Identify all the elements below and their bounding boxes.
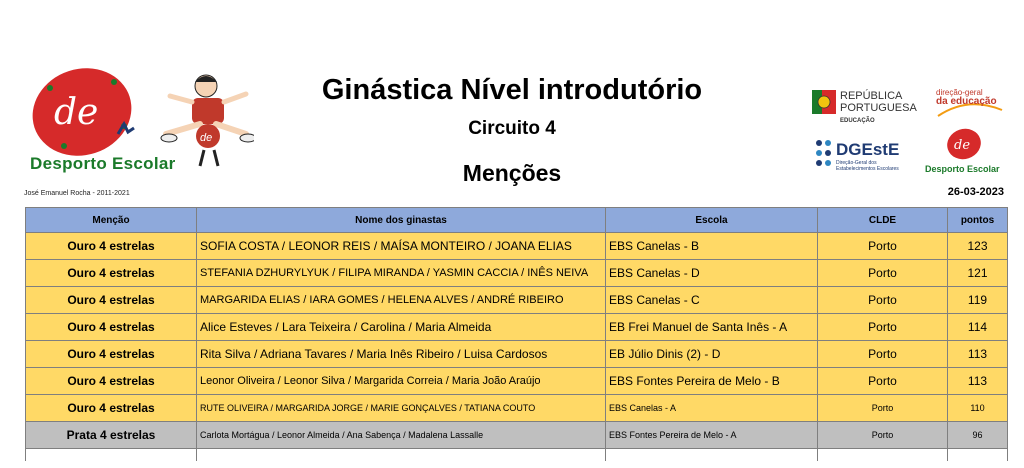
cell-clde: Porto — [818, 422, 948, 449]
desporto-escolar-small-text: Desporto Escolar — [925, 164, 1000, 174]
direcao-geral-text: direção-geral da educação — [936, 88, 997, 107]
table-row — [26, 314, 1008, 341]
cell-mencao: Ouro 4 estrelas — [26, 314, 197, 341]
header-escola: Escola — [606, 208, 818, 233]
empty-cell — [818, 449, 948, 462]
cell-nomes: MARGARIDA ELIAS / IARA GOMES / HELENA ALVES / ANDRÉ RIBEIRO — [197, 287, 606, 314]
dgeste-dots-icon — [814, 138, 834, 174]
empty-cell — [606, 449, 818, 462]
cell-escola: EBS Fontes Pereira de Melo - A — [606, 422, 818, 449]
cell-mencao: Ouro 4 estrelas — [26, 287, 197, 314]
section-title: Menções — [462, 160, 562, 186]
cell-clde: Porto — [818, 341, 948, 368]
table-row — [26, 260, 1008, 287]
cell-mencao: Prata 4 estrelas — [26, 422, 197, 449]
desporto-escolar-small-logo — [944, 124, 984, 164]
cell-nomes: Leonor Oliveira / Leonor Silva / Margarida Correia / Maria João Araújo — [197, 368, 606, 395]
header-mencao: Menção — [26, 208, 197, 233]
empty-cell — [197, 449, 606, 462]
cell-pontos: 113 — [948, 368, 1008, 395]
cell-nomes: Carlota Mortágua / Leonor Almeida / Ana Sabença / Madalena Lassalle — [197, 422, 606, 449]
cell-escola: EB Frei Manuel de Santa Inês - A — [606, 314, 818, 341]
cell-clde: Porto — [818, 395, 948, 422]
cell-clde: Porto — [818, 287, 948, 314]
cell-escola: EBS Canelas - C — [606, 287, 818, 314]
empty-cell — [26, 449, 197, 462]
cell-clde: Porto — [818, 260, 948, 287]
header-nomes: Nome dos ginastas — [197, 208, 606, 233]
cell-mencao: Ouro 4 estrelas — [26, 260, 197, 287]
table-row — [26, 341, 1008, 368]
cell-mencao: Ouro 4 estrelas — [26, 368, 197, 395]
cell-clde: Porto — [818, 314, 948, 341]
svg-text:de: de — [54, 92, 99, 133]
cell-nomes: Alice Esteves / Lara Teixeira / Carolina / Maria Almeida — [197, 314, 606, 341]
table-row — [26, 395, 1008, 422]
cell-pontos: 96 — [948, 422, 1008, 449]
page-title: Ginástica Nível introdutório — [321, 74, 703, 106]
results-table — [25, 207, 1008, 461]
cell-pontos: 121 — [948, 260, 1008, 287]
cell-mencao: Ouro 4 estrelas — [26, 233, 197, 260]
table-row — [26, 368, 1008, 395]
table-row-empty — [26, 449, 1008, 462]
desporto-escolar-text: Desporto Escolar — [30, 154, 176, 173]
cell-nomes: SOFIA COSTA / LEONOR REIS / MAÍSA MONTEIRO / JOANA ELIAS — [197, 233, 606, 260]
cell-clde: Porto — [818, 233, 948, 260]
dgeste-logo-text: DGEstE — [836, 140, 900, 159]
educacao-text: EDUCAÇÃO — [840, 118, 875, 124]
table-row — [26, 422, 1008, 449]
event-date: 26-03-2023 — [947, 186, 1004, 198]
table-header-row — [26, 208, 1008, 233]
cell-clde: Porto — [818, 368, 948, 395]
author-credit: José Emanuel Rocha - 2011-2021 — [24, 190, 130, 197]
cell-pontos: 113 — [948, 341, 1008, 368]
cell-pontos: 110 — [948, 395, 1008, 422]
cell-nomes: Rita Silva / Adriana Tavares / Maria Inês Ribeiro / Luisa Cardosos — [197, 341, 606, 368]
cell-escola: EBS Fontes Pereira de Melo - B — [606, 368, 818, 395]
table-row — [26, 287, 1008, 314]
svg-text:de: de — [200, 132, 213, 144]
header-clde: CLDE — [818, 208, 948, 233]
republica-text: REPÚBLICA PORTUGUESA — [840, 90, 917, 114]
cell-nomes: RUTE OLIVEIRA / MARGARIDA JORGE / MARIE GONÇALVES / TATIANA COUTO — [197, 395, 606, 422]
cell-escola: EBS Canelas - D — [606, 260, 818, 287]
cell-pontos: 114 — [948, 314, 1008, 341]
table-row — [26, 233, 1008, 260]
cell-nomes: STEFANIA DZHURYLYUK / FILIPA MIRANDA / YASMIN CACCIA / INÊS NEIVA — [197, 260, 606, 287]
cell-mencao: Ouro 4 estrelas — [26, 395, 197, 422]
cell-pontos: 119 — [948, 287, 1008, 314]
cell-escola: EBS Canelas - A — [606, 395, 818, 422]
dgeste-subtitle: Direção-Geral dos Estabelecimentos Escolares — [836, 160, 899, 172]
page-subtitle: Circuito 4 — [468, 118, 556, 139]
cell-escola: EB Júlio Dinis (2) - D — [606, 341, 818, 368]
empty-cell — [948, 449, 1008, 462]
cell-escola: EBS Canelas - B — [606, 233, 818, 260]
cell-pontos: 123 — [948, 233, 1008, 260]
svg-text:de: de — [954, 138, 971, 153]
header-pontos: pontos — [948, 208, 1008, 233]
cell-mencao: Ouro 4 estrelas — [26, 341, 197, 368]
